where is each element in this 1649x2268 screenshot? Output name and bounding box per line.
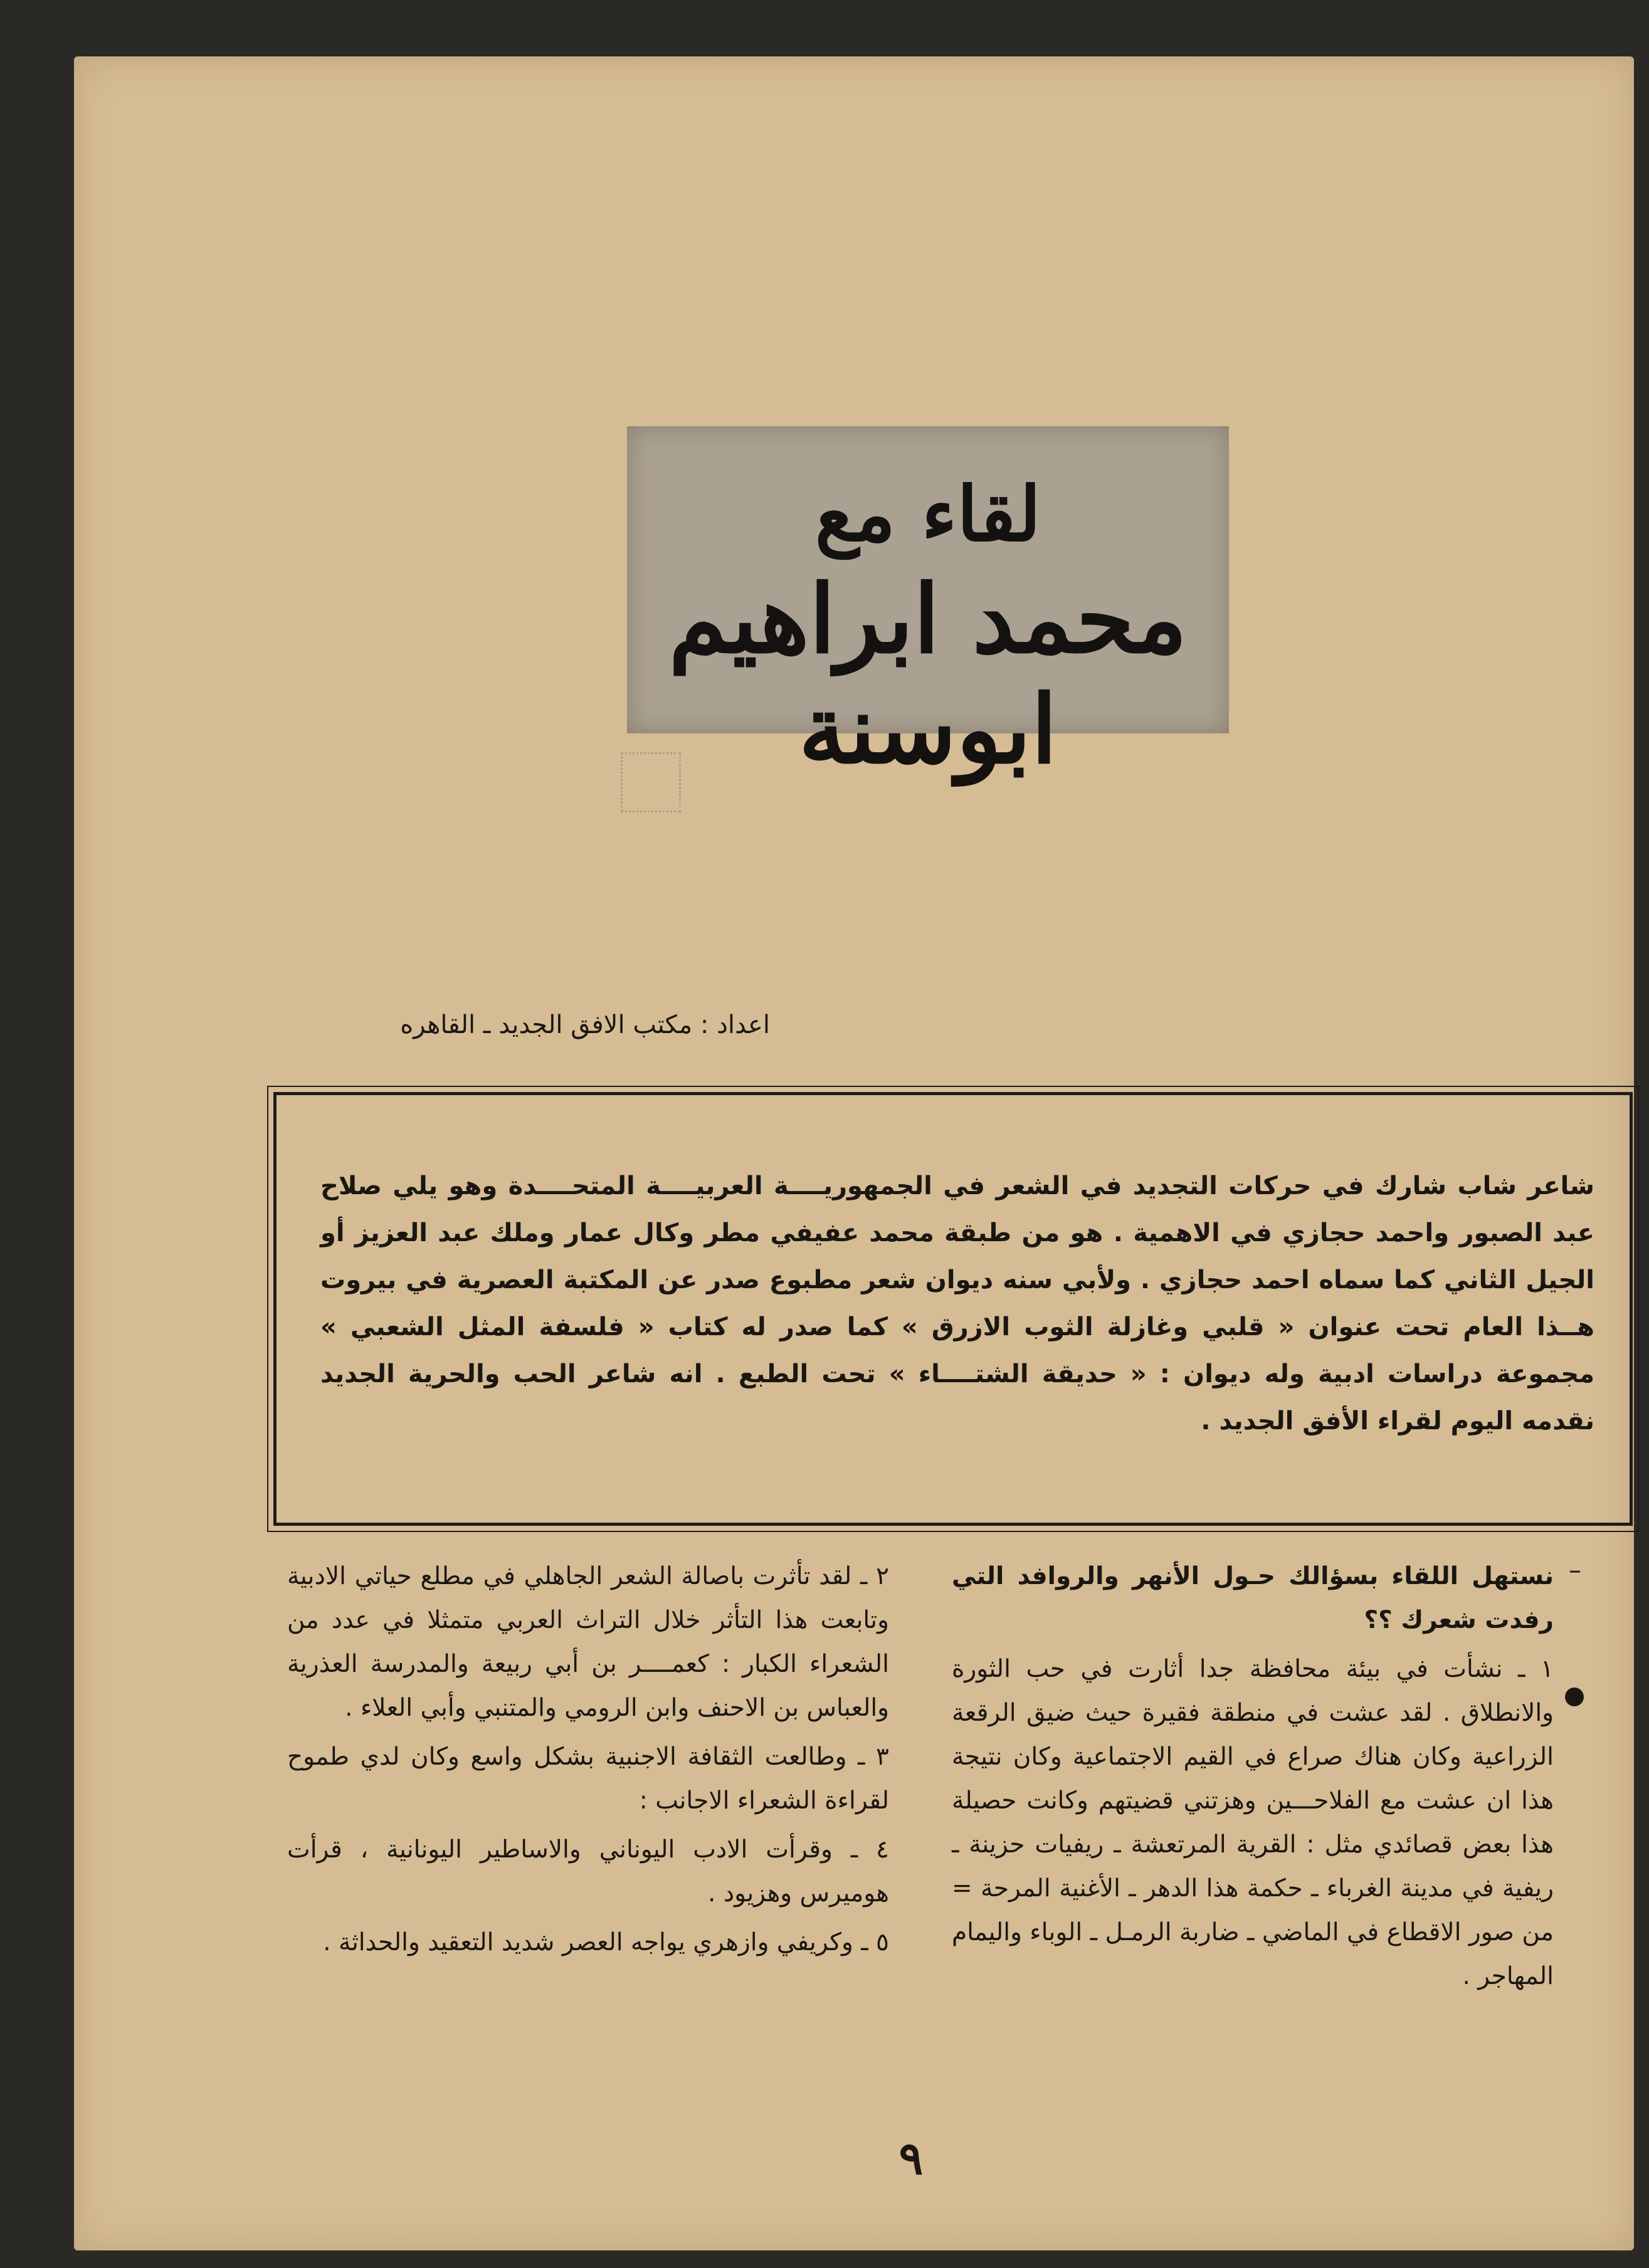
faded-stamp bbox=[621, 752, 681, 812]
title-banner bbox=[627, 426, 1229, 785]
answer-paragraph: ٥ ـ وكريفي وازهري يواجه العصر شديد التعقيد والحداثة . bbox=[323, 1928, 889, 1956]
bullet-marker bbox=[1565, 1688, 1584, 1706]
answer-paragraph: ٤ ـ وقرأت الادب اليوناني والاساطير اليونانية ، قرأت هوميرس وهزيود . bbox=[287, 1835, 889, 1908]
intro-box bbox=[273, 1092, 1633, 1526]
left-column bbox=[287, 1555, 889, 1970]
right-column bbox=[952, 1555, 1554, 2003]
magazine-page bbox=[74, 56, 1634, 2250]
intro-text: شاعر شاب شارك في حركات التجديد في الشعر في الجمهوريــــة العربيــــة المتحــــدة وهو يلي صلاح عبد الصبور واحمد حجازي في الاهمية . هو من طبقة محمد عفيفي مطر وكال عمار وملك عبد العزيز أو الجيل الثاني كما سماه احمد حجازي . ولأبي سنه ديوان شعر مطبوع صدر عن المكتبة العصرية في بيروت هــذا العام تحت عنوان « قلبي وغازلة الثوب الازرق » كما صدر له كتاب « فلسفة المثل الشعبي » مجموعة دراسات ادبية وله ديوان : « حديقة الشتــــاء » تحت الطبع . انه شاعر الحب والحرية الجديد نقدمه اليوم لقراء الأفق الجديد . bbox=[320, 1172, 1594, 1436]
interview-question: نستهل اللقاء بسؤالك حـول الأنهر والروافد التي رفدت شعرك ؟؟ bbox=[952, 1562, 1554, 1634]
answer-paragraph: ٣ ـ وطالعت الثقافة الاجنبية بشكل واسع وكان لدي طموح لقراءة الشعراء الاجانب : bbox=[287, 1743, 889, 1815]
answer-paragraph: ٢ ـ لقد تأثرت باصالة الشعر الجاهلي في مطلع حياتي الادبية وتابعت هذا التأثر خلال التراث العربي متمثلا في عدد من الشعراء الكبار : كعمــــر بن أبي ربيعة والمدرسة العذرية والعباس بن الاحنف وابن الرومي والمتنبي وأبي العلاء . bbox=[287, 1562, 889, 1722]
credit-line: اعداد : مكتب الافق الجديد ـ القاهره bbox=[400, 1011, 770, 1039]
title-line-2: محمد ابراهيم ابوسنة bbox=[668, 564, 1188, 785]
answer-paragraph: ١ ـ نشأت في بيئة محافظة جدا أثارت في حب الثورة والانطلاق . لقد عشت في منطقة فقيرة حيث ضيق الرقعة الزراعية وكان هناك صراع في القيم الاجتماعية وكان نتيجة هذا ان عشت مع الفلاحـــين وهزتني قضيتهم وكانت حصيلة هذا بعض قصائدي مثل : القرية المرتعشة ـ ريفيات حزينة ـ ريفية في مدينة الغرباء ـ حكمة هذا الدهر ـ الأغنية المرحة = من صور الاقطاع في الماضي ـ ضاربة الرمـل ـ الوباء واليمام المهاجر . bbox=[952, 1655, 1554, 1990]
title-line-1: لقاء مع bbox=[814, 470, 1041, 559]
question-dash: – bbox=[1569, 1556, 1581, 1585]
page-number: ٩ bbox=[898, 2131, 924, 2185]
